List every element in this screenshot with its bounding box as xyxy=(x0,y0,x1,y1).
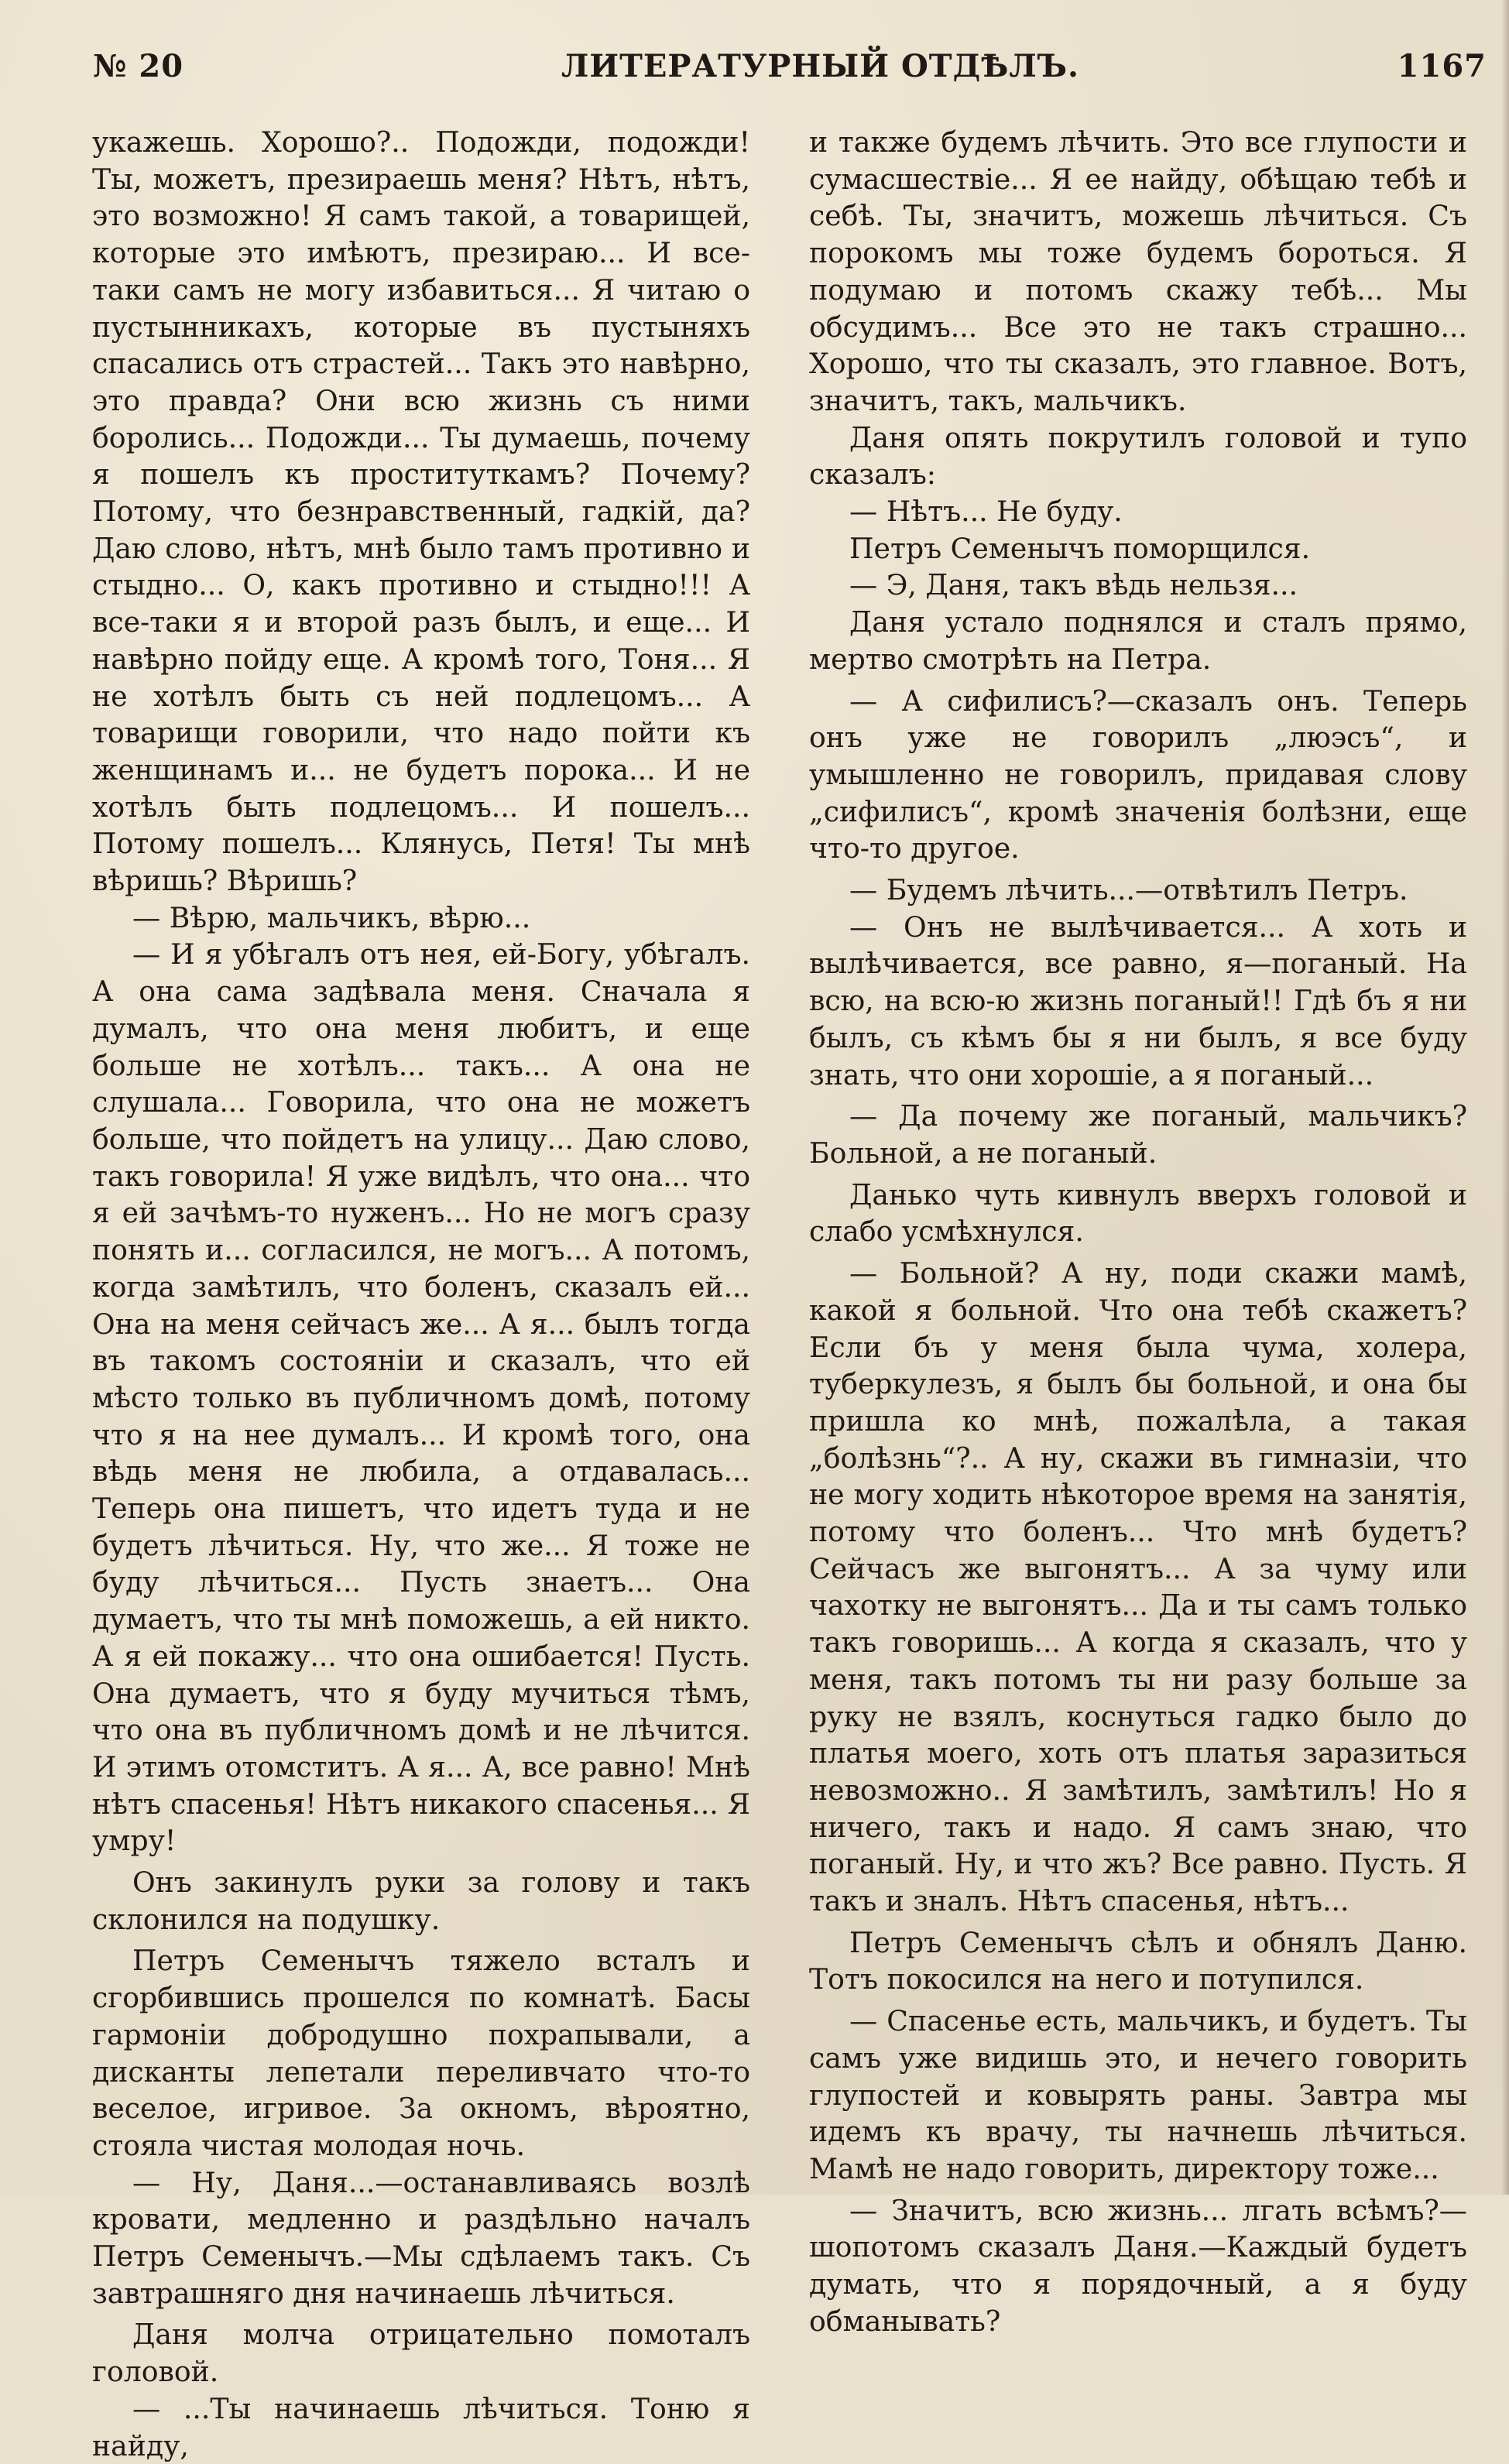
paragraph: — ...Ты начинаешь лѣчиться. Тоню я найду, xyxy=(92,2391,750,2462)
column-divider xyxy=(776,124,777,2168)
right-column xyxy=(809,124,1467,2339)
paragraph: — Значитъ, всю жизнь... лгать всѣмъ?—шопотомъ сказалъ Даня.—Каждый будетъ думать, что я порядочный, а я буду обманывать? xyxy=(809,2193,1467,2338)
paragraph: Петръ Семенычъ сѣлъ и обнялъ Даню. Тотъ покосился на него и потупился. xyxy=(809,1925,1467,1996)
paragraph: — Да почему же поганый, мальчикъ? Больной, а не поганый. xyxy=(809,1099,1467,1170)
issue-number: № 20 xyxy=(93,48,184,84)
paragraph: укажешь. Хорошо?.. Подожди, подожди! Ты, можетъ, презираешь меня? Нѣтъ, нѣтъ, это возможно! Я самъ такой, а товарищей, которые это имѣютъ, презираю... И все-таки самъ не могу избавиться... Я читаю о пустынникахъ, которые въ пустыняхъ спасались отъ страстей... Такъ это навѣрно, это правда? Они всю жизнь съ ними боролись... Подожди... Ты думаешь, почему я пошелъ къ проституткамъ? Почему? Потому, что безнравственный, гадкій, да? Даю слово, нѣтъ, мнѣ было тамъ противно и стыдно... О, какъ противно и стыдно!!! А все-таки я и второй разъ былъ, и еще... И навѣрно пойду еще. А кромѣ того, Тоня... Я не хотѣлъ быть съ ней подлецомъ... А товарищи говорили, что надо пойти къ женщинамъ и... не будетъ порока... И не хотѣлъ быть подлецомъ... И пошелъ... Потому пошелъ... Клянусь, Петя! Ты мнѣ вѣришь? Вѣришь? xyxy=(92,125,750,898)
paragraph: — Ну, Даня...—останавливаясь возлѣ кровати, медленно и раздѣльно началъ Петръ Семенычъ.—Мы сдѣлаемъ такъ. Съ завтрашняго дня начинаешь лѣчиться. xyxy=(92,2165,750,2310)
paragraph: — Онъ не вылѣчивается... А хоть и вылѣчивается, все равно, я—поганый. На всю, на всю-ю жизнь поганый!! Гдѣ бъ я ни былъ, съ кѣмъ бы я ни былъ, я все буду знать, что они хорошіе, а я поганый... xyxy=(809,910,1467,1091)
paragraph: Даня опять покрутилъ головой и тупо сказалъ: xyxy=(809,420,1467,492)
paragraph: — Вѣрю, мальчикъ, вѣрю... xyxy=(132,900,531,934)
paragraph: — Э, Даня, такъ вѣдь нельзя... xyxy=(849,568,1298,602)
paragraph: Онъ закинулъ руки за голову и такъ склонился на подушку. xyxy=(92,1866,750,1936)
page-number: 1167 xyxy=(1397,48,1487,84)
paragraph: Данько чуть кивнулъ вверхъ головой и слабо усмѣхнулся. xyxy=(809,1177,1467,1249)
paragraph: Даня молча отрицательно помоталъ головой. xyxy=(92,2318,750,2389)
paragraph: Петръ Семенычъ тяжело всталъ и сгорбившись прошелся по комнатѣ. Басы гармоніи добродушно похрапывали, а дисканты лепетали переливчато что-то веселое, игривое. За окномъ, вѣроятно, стояла чистая молодая ночь. xyxy=(92,1944,750,2162)
paragraph: — Больной? А ну, поди скажи мамѣ, какой я больной. Что она тебѣ скажетъ? Если бъ у меня была чума, холера, туберкулезъ, я былъ бы больной, и она бы пришла ко мнѣ, пожалѣла, а такая „болѣзнь“?.. А ну, скажи въ гимназіи, что не могу ходить нѣкоторое время на занятія, потому что боленъ... Что мнѣ будетъ? Сейчасъ же выгонятъ... А за чуму или чахотку не выгонятъ... Да и ты самъ только такъ говоришь... А когда я сказалъ, что у меня, такъ потомъ ты ни разу больше за руку не взялъ, коснуться гадко было до платья моего, хоть отъ платья заразиться невозможно.. Я замѣтилъ, замѣтилъ! Но я ничего, такъ и надо. Я самъ знаю, что поганый. Ну, и что жъ? Все равно. Пусть. Я такъ и зналъ. Нѣтъ спасенья, нѣтъ... xyxy=(809,1256,1467,1918)
page-edge-shadow xyxy=(1501,0,1509,2195)
left-column xyxy=(92,124,750,2464)
paragraph: Петръ Семенычъ поморщился. xyxy=(849,531,1311,565)
page-header xyxy=(93,48,1487,94)
paragraph: — А сифилисъ?—сказалъ онъ. Теперь онъ уже не говорилъ „люэсъ“, и умышленно не говорилъ, придавая слову „сифилисъ“, кромѣ значенія болѣзни, еще что-то другое. xyxy=(809,684,1467,865)
section-title: ЛИТЕРАТУРНЫЙ ОТДѢЛЪ. xyxy=(561,48,1079,84)
paragraph: — Будемъ лѣчить...—отвѣтилъ Петръ. xyxy=(849,873,1408,907)
paragraph: Даня устало поднялся и сталъ прямо, мертво смотрѣть на Петра. xyxy=(809,605,1467,676)
paragraph: — И я убѣгалъ отъ нея, ей-Богу, убѣгалъ. А она сама задѣвала меня. Сначала я думалъ, что она меня любитъ, и еще больше не хотѣлъ... такъ... А она не слушала... Говорила, что она не можетъ больше, что пойдетъ на улицу... Даю слово, такъ говорила! Я уже видѣлъ, что она... что я ей зачѣмъ-то нуженъ... Но не могъ сразу понять и... согласился, не могъ... А потомъ, когда замѣтилъ, что боленъ, сказалъ ей... Она на меня сейчасъ же... А я... былъ тогда въ такомъ состояніи и сказалъ, что ей мѣсто только въ публичномъ домѣ, потому что я на нее думалъ... И кромѣ того, она вѣдь меня не любила, а отдавалась... Теперь она пишетъ, что идетъ туда и не будетъ лѣчиться. Ну, что же... Я тоже не буду лѣчиться... Пусть знаетъ... Она думаетъ, что ты мнѣ поможешь, а ей никто. А я ей покажу... что она ошибается! Пусть. Она думаетъ, что я буду мучиться тѣмъ, что она въ публичномъ домѣ и не лѣчится. И этимъ отомститъ. А я... А, все равно! Мнѣ нѣтъ спасенья! Нѣтъ никакого спасенья... Я умру! xyxy=(92,937,750,1858)
paragraph: — Спасенье есть, мальчикъ, и будетъ. Ты самъ уже видишь это, и нечего говорить глупостей и ковырять раны. Завтра мы идемъ къ врачу, ты начнешь лѣчиться. Мамѣ не надо говорить, директору тоже... xyxy=(809,2004,1467,2185)
paragraph: и также будемъ лѣчить. Это все глупости и сумасшествіе... Я ее найду, обѣщаю тебѣ и себѣ. Ты, значитъ, можешь лѣчиться. Съ порокомъ мы тоже будемъ бороться. Я подумаю и потомъ скажу тебѣ... Мы обсудимъ... Все это не такъ страшно... Хорошо, что ты сказалъ, это главное. Вотъ, значитъ, такъ, мальчикъ. xyxy=(809,125,1467,417)
paragraph: — Нѣтъ... Не буду. xyxy=(849,495,1123,529)
